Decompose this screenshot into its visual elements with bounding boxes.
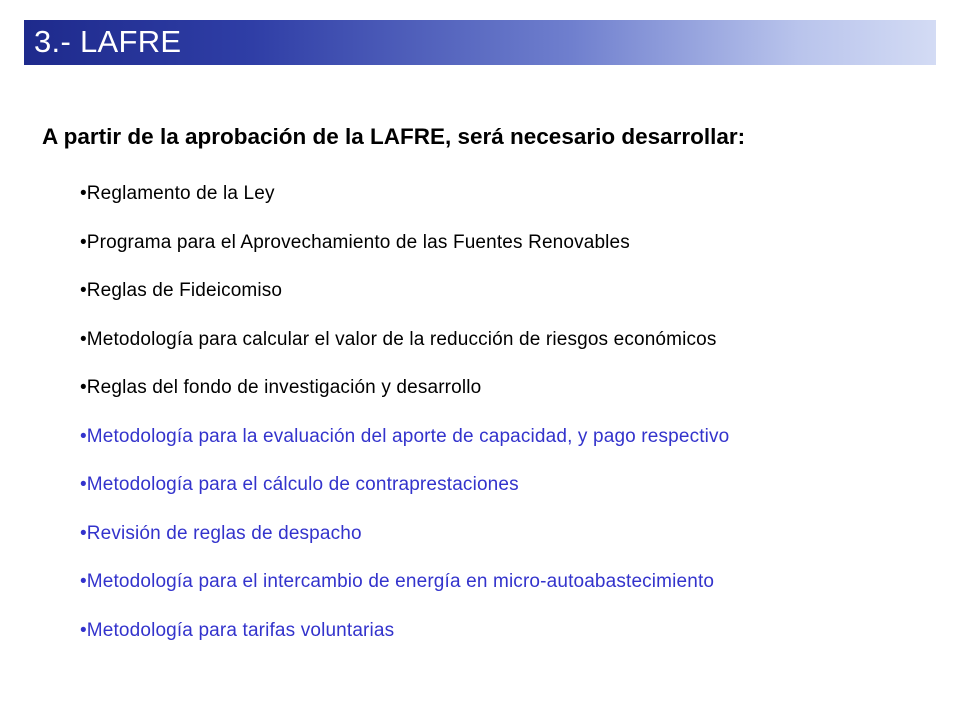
title-bar <box>24 20 936 65</box>
bullet-item-riesgos: •Metodología para calcular el valor de la reducción de riesgos económicos <box>80 328 717 350</box>
bullet-item-fideicomiso: •Reglas de Fideicomiso <box>80 280 283 301</box>
bullet-item-contraprestaciones: •Metodología para el cálculo de contraprestaciones <box>80 474 519 495</box>
bullet-item-despacho: •Revisión de reglas de despacho <box>80 522 362 544</box>
bullet-list <box>80 180 729 665</box>
slide-title: 3.- LAFRE <box>34 24 182 59</box>
bullet-item-intercambio: •Metodología para el intercambio de energía en micro-autoabastecimiento <box>80 571 715 592</box>
slide-heading: A partir de la aprobación de la LAFRE, será necesario desarrollar: <box>42 124 746 149</box>
bullet-item-programa: •Programa para el Aprovechamiento de las Fuentes Renovables <box>80 231 630 253</box>
bullet-item-fondo: •Reglas del fondo de investigación y desarrollo <box>80 377 482 398</box>
bullet-item-capacidad: •Metodología para la evaluación del aporte de capacidad, y pago respectivo <box>80 425 730 447</box>
bullet-item-tarifas: •Metodología para tarifas voluntarias <box>80 619 395 641</box>
bullet-item-reglamento: •Reglamento de la Ley <box>80 183 275 204</box>
